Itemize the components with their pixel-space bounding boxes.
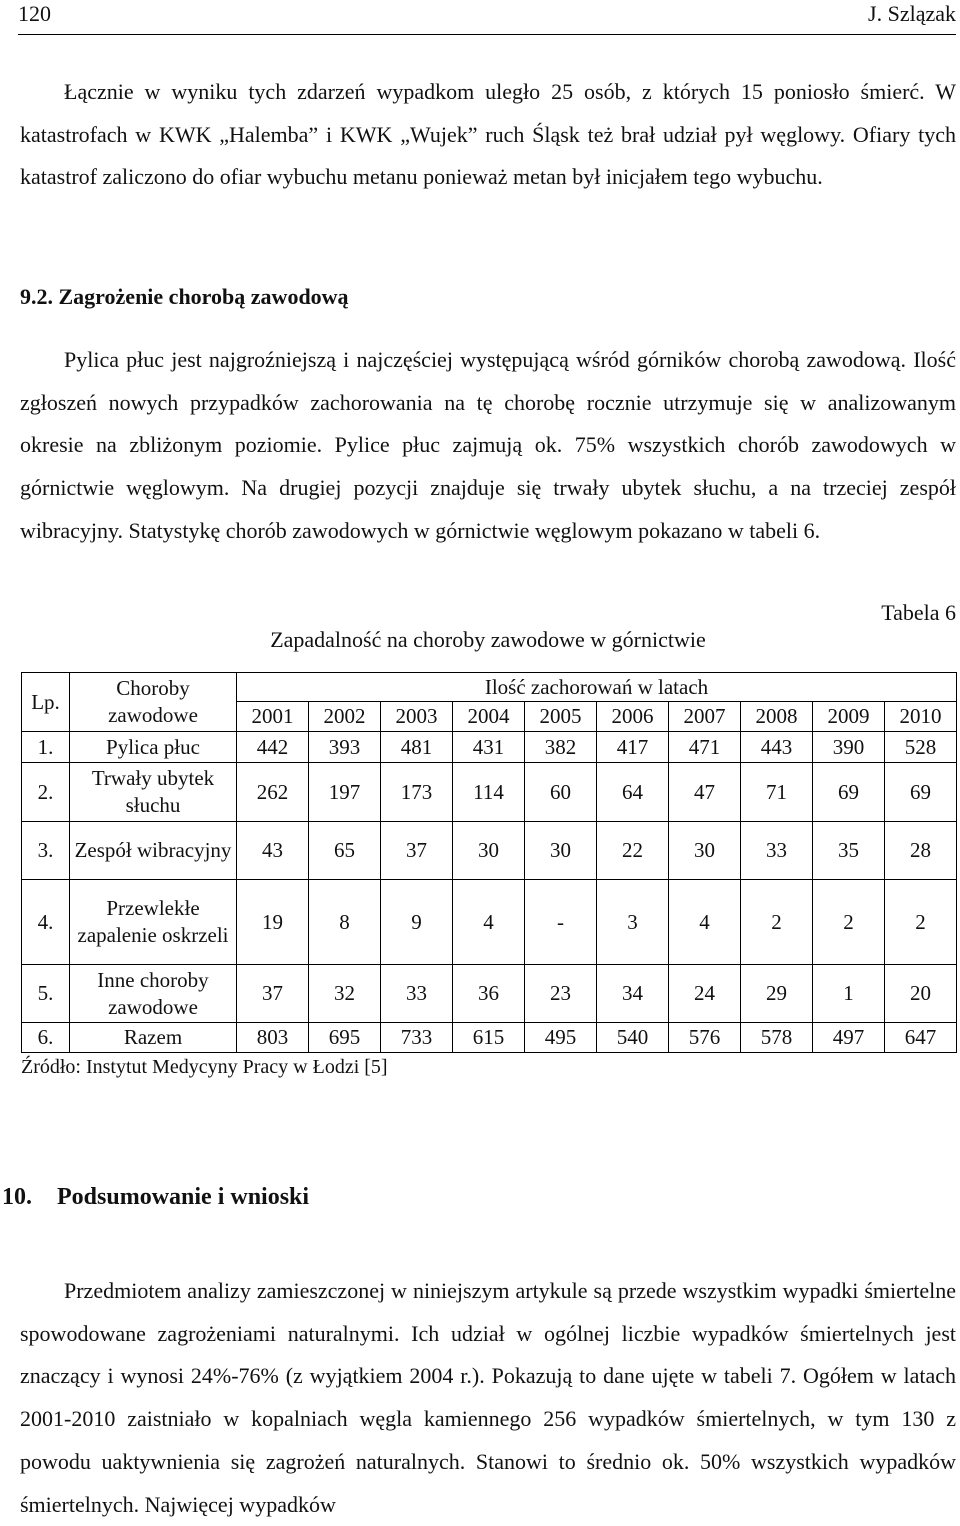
row-disease-name: Zespół wibracyjny — [70, 822, 237, 880]
table-row — [22, 1023, 957, 1053]
year-header: 2008 — [741, 702, 813, 732]
row-value: 32 — [309, 965, 381, 1023]
header-disease: Choroby zawodowe — [70, 673, 237, 732]
row-disease-name: Trwały ubytek słuchu — [70, 763, 237, 822]
row-value: 3 — [597, 880, 669, 965]
paragraph-intro: Łącznie w wyniku tych zdarzeń wypadkom uległo 25 osób, z których 15 poniosło śmierć. W katastrofach w KWK „Halemba” i KWK „Wujek” ruch Śląsk też brał udział pył węglowy. Ofiary tych katastrof zaliczono do ofiar wybuchu metanu ponieważ metan był inicjałem tego wybuchu. — [20, 79, 956, 189]
row-value: 540 — [597, 1023, 669, 1053]
row-lp: 1. — [22, 732, 70, 763]
year-header: 2009 — [813, 702, 885, 732]
row-value: 173 — [381, 763, 453, 822]
row-value: 30 — [453, 822, 525, 880]
row-value: 2 — [741, 880, 813, 965]
page-number: 120 — [18, 1, 51, 26]
row-lp: 4. — [22, 880, 70, 965]
row-value: 390 — [813, 732, 885, 763]
row-value: 8 — [309, 880, 381, 965]
row-value: 615 — [453, 1023, 525, 1053]
row-value: 431 — [453, 732, 525, 763]
year-header: 2002 — [309, 702, 381, 732]
row-value: 28 — [885, 822, 957, 880]
row-lp: 2. — [22, 763, 70, 822]
row-value: 60 — [525, 763, 597, 822]
row-value: 30 — [669, 822, 741, 880]
row-value: 36 — [453, 965, 525, 1023]
disease-table — [21, 672, 957, 1053]
row-lp: 5. — [22, 965, 70, 1023]
year-header: 2005 — [525, 702, 597, 732]
row-value: 22 — [597, 822, 669, 880]
year-header: 2001 — [237, 702, 309, 732]
row-value: 24 — [669, 965, 741, 1023]
row-lp: 3. — [22, 822, 70, 880]
row-value: 695 — [309, 1023, 381, 1053]
row-lp: 6. — [22, 1023, 70, 1053]
row-value: 2 — [885, 880, 957, 965]
year-header: 2006 — [597, 702, 669, 732]
row-disease-name: Inne choroby zawodowe — [70, 965, 237, 1023]
row-value: 30 — [525, 822, 597, 880]
row-value: - — [525, 880, 597, 965]
table-row — [22, 880, 957, 965]
paragraph-occupational-disease: Pylica płuc jest najgroźniejszą i najczęściej występującą wśród górników chorobą zawodową. Ilość zgłoszeń nowych przypadków zachorowania na tę chorobę rocznie utrzymuje się w analizowanym okresie na zbliżonym poziomie. Pylice płuc zajmują ok. 75% wszystkich chorób zawodowych w górnictwie węglowym. Na drugiej pozycji znajduje się trwały ubytek słuchu, a na trzeciej zespół wibracyjny. Statystykę chorób zawodowych w górnictwie węglowym pokazano w tabeli 6. — [20, 347, 956, 543]
row-disease-name: Przewlekłe zapalenie oskrzeli — [70, 880, 237, 965]
row-value: 33 — [741, 822, 813, 880]
row-value: 33 — [381, 965, 453, 1023]
section2-heading — [2, 1181, 309, 1213]
row-value: 34 — [597, 965, 669, 1023]
row-value: 69 — [885, 763, 957, 822]
row-value: 69 — [813, 763, 885, 822]
section2-number: 10. — [2, 1184, 32, 1210]
row-value: 47 — [669, 763, 741, 822]
header-lp: Lp. — [22, 673, 70, 732]
row-value: 576 — [669, 1023, 741, 1053]
row-value: 471 — [669, 732, 741, 763]
row-value: 43 — [237, 822, 309, 880]
row-value: 4 — [453, 880, 525, 965]
row-value: 417 — [597, 732, 669, 763]
row-value: 442 — [237, 732, 309, 763]
row-value: 497 — [813, 1023, 885, 1053]
table-title: Zapadalność na choroby zawodowe w górnictwie — [270, 627, 706, 652]
row-disease-name: Razem — [70, 1023, 237, 1053]
row-value: 578 — [741, 1023, 813, 1053]
row-value: 35 — [813, 822, 885, 880]
row-disease-name: Pylica płuc — [70, 732, 237, 763]
row-value: 64 — [597, 763, 669, 822]
paragraph-summary: Przedmiotem analizy zamieszczonej w niniejszym artykule są przede wszystkim wypadki śmiertelne spowodowane zagrożeniami naturalnymi. Ich udział w ogólnej liczbie wypadków śmiertelnych jest znaczący i wynosi 24%-76% (z wyjątkiem 2004 r.). Pokazują to dane ujęte w tabeli 7. Ogółem w latach 2001-2010 zaistniało w kopalniach węgla kamiennego 256 wypadków śmiertelnych, w tym 130 z powodu uaktywnienia się zagrożeń naturalnych. Stanowi to średnio ok. 50% wszystkich wypadków śmiertelnych. Najwięcej wypadków — [20, 1278, 956, 1517]
table-row — [22, 732, 957, 763]
row-value: 647 — [885, 1023, 957, 1053]
year-header: 2010 — [885, 702, 957, 732]
table-row — [22, 822, 957, 880]
row-value: 262 — [237, 763, 309, 822]
row-value: 382 — [525, 732, 597, 763]
row-value: 20 — [885, 965, 957, 1023]
row-value: 443 — [741, 732, 813, 763]
row-value: 481 — [381, 732, 453, 763]
row-value: 803 — [237, 1023, 309, 1053]
table-source: Źródło: Instytut Medycyny Pracy w Łodzi [5] — [21, 1056, 388, 1078]
section-heading: 9.2. Zagrożenie chorobą zawodową — [20, 284, 349, 309]
row-value: 9 — [381, 880, 453, 965]
row-value: 29 — [741, 965, 813, 1023]
row-value: 71 — [741, 763, 813, 822]
row-value: 19 — [237, 880, 309, 965]
row-value: 2 — [813, 880, 885, 965]
row-value: 733 — [381, 1023, 453, 1053]
row-value: 1 — [813, 965, 885, 1023]
running-author: J. Szlązak — [868, 1, 956, 26]
row-value: 4 — [669, 880, 741, 965]
table-row — [22, 965, 957, 1023]
row-value: 197 — [309, 763, 381, 822]
year-header: 2003 — [381, 702, 453, 732]
year-header: 2007 — [669, 702, 741, 732]
section2-title: Podsumowanie i wnioski — [57, 1184, 310, 1210]
row-value: 495 — [525, 1023, 597, 1053]
row-value: 114 — [453, 763, 525, 822]
row-value: 37 — [237, 965, 309, 1023]
row-value: 65 — [309, 822, 381, 880]
row-value: 393 — [309, 732, 381, 763]
table-number: Tabela 6 — [881, 600, 956, 625]
header-years-group: Ilość zachorowań w latach — [237, 673, 957, 702]
year-header: 2004 — [453, 702, 525, 732]
row-value: 37 — [381, 822, 453, 880]
row-value: 528 — [885, 732, 957, 763]
table-row — [22, 763, 957, 822]
row-value: 23 — [525, 965, 597, 1023]
page-header — [18, 0, 956, 35]
